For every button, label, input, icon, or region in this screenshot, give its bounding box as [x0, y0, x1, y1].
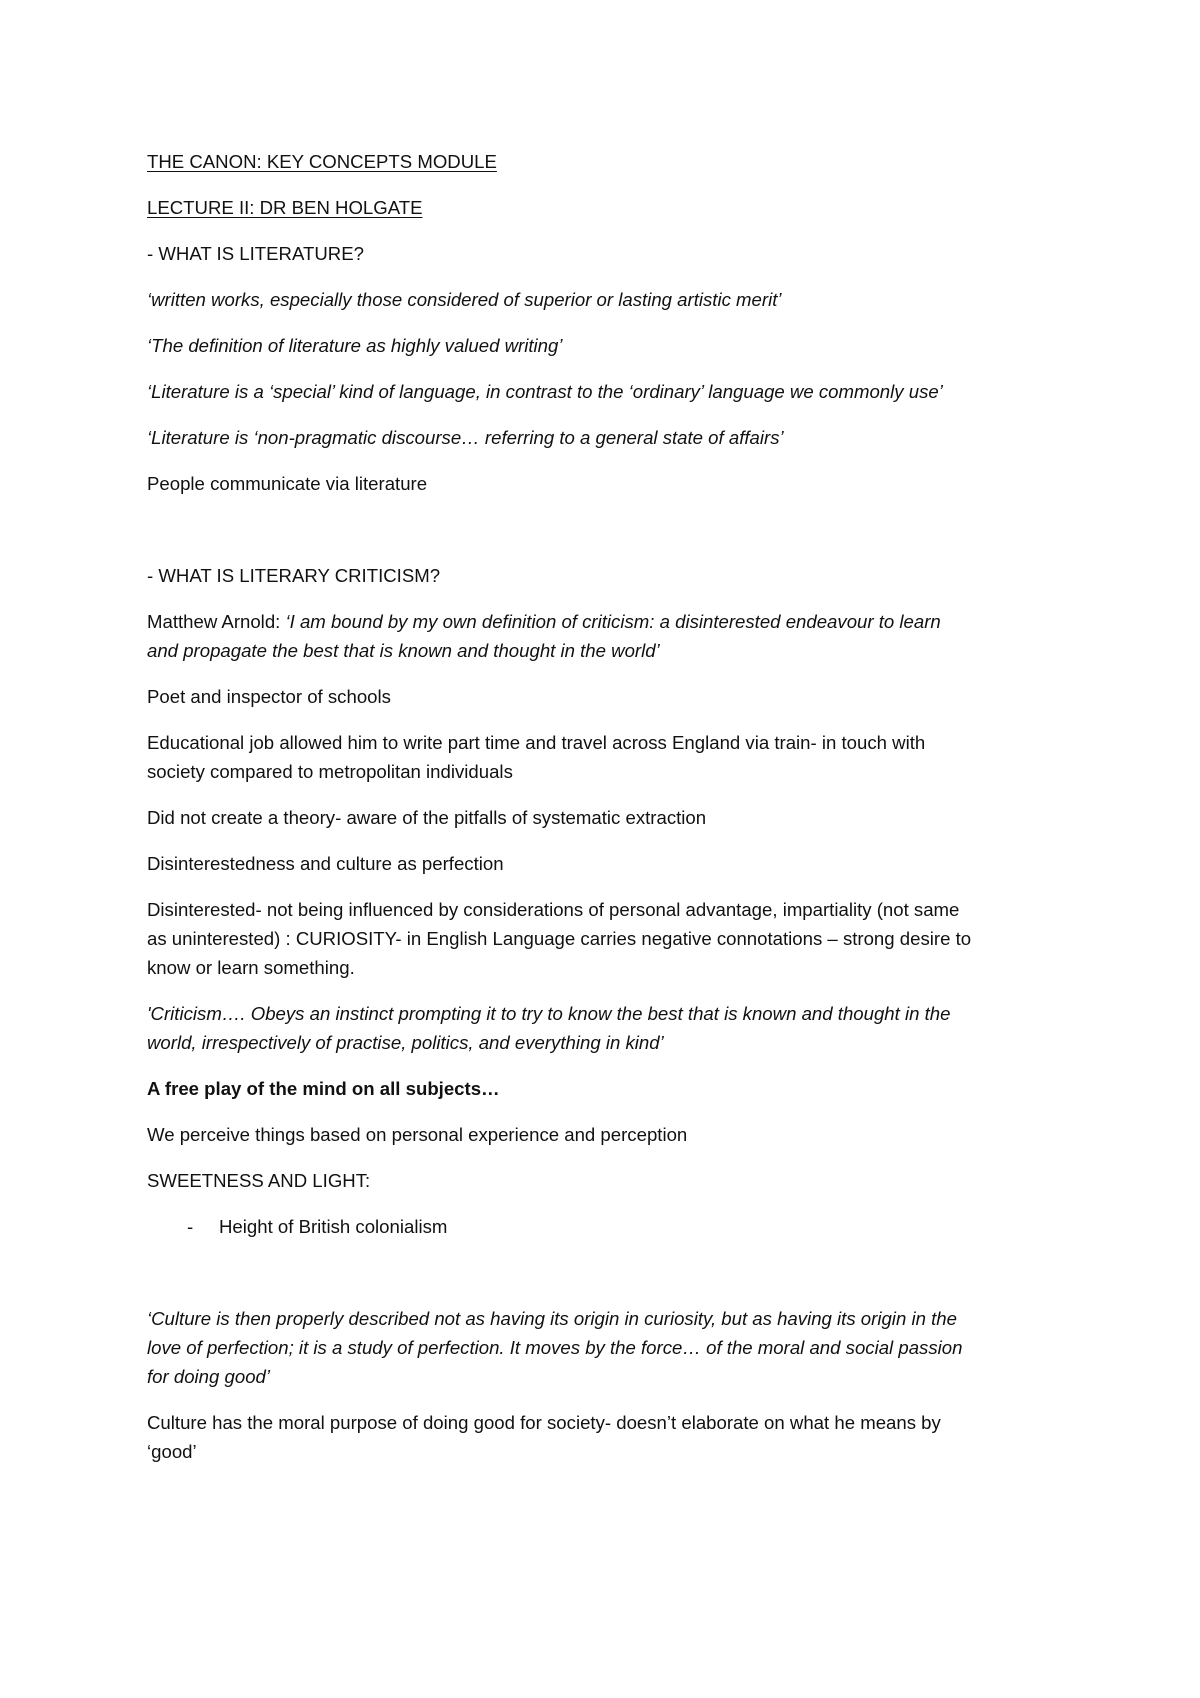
criticism-quote-2: world, irrespectively of practise, politics, and everything in kind’	[147, 1032, 664, 1053]
criticism-quote-1: 'Criticism…. Obeys an instinct prompting it to try to know the best that is known and thought in the	[147, 1003, 951, 1024]
paragraph-disinterested-1: Disinterested- not being influenced by considerations of personal advantage, impartiality (not same	[147, 899, 960, 920]
module-title: THE CANON: KEY CONCEPTS MODULE	[147, 151, 497, 172]
definition-4: ‘Literature is ‘non-pragmatic discourse… referring to a general state of affairs’	[147, 427, 784, 448]
paragraph-perceive: We perceive things based on personal experience and perception	[147, 1124, 688, 1145]
heading-sweetness-light: SWEETNESS AND LIGHT:	[147, 1170, 371, 1191]
paragraph-educational-1: Educational job allowed him to write part time and travel across England via train- in touch with	[147, 732, 926, 753]
paragraph-theory: Did not create a theory- aware of the pitfalls of systematic extraction	[147, 807, 707, 828]
definition-2: ‘The definition of literature as highly valued writing’	[147, 335, 563, 356]
paragraph-moral-1: Culture has the moral purpose of doing good for society- doesn’t elaborate on what he means by	[147, 1412, 941, 1433]
arnold-name: Matthew Arnold:	[147, 611, 286, 632]
paragraph-disinterested-2: as uninterested) : CURIOSITY- in English Language carries negative connotations – strong desire to	[147, 928, 972, 949]
paragraph-disinterested-3: know or learn something.	[147, 957, 355, 978]
paragraph-communicate: People communicate via literature	[147, 473, 428, 494]
paragraph-disinterestedness: Disinterestedness and culture as perfection	[147, 853, 504, 874]
arnold-quote-line-1	[147, 607, 941, 636]
paragraph-poet: Poet and inspector of schools	[147, 686, 391, 707]
arnold-quote-line-2: and propagate the best that is known and thought in the world’	[147, 640, 660, 661]
culture-quote-3: for doing good’	[147, 1366, 271, 1387]
question-literature: - WHAT IS LITERATURE?	[147, 243, 364, 264]
paragraph-educational-2: society compared to metropolitan individuals	[147, 761, 513, 782]
bold-free-play: A free play of the mind on all subjects…	[147, 1078, 500, 1099]
lecture-heading: LECTURE II: DR BEN HOLGATE	[147, 197, 423, 218]
paragraph-moral-2: ‘good’	[147, 1441, 197, 1462]
bullet-colonialism: Height of British colonialism	[219, 1216, 448, 1237]
definition-3: ‘Literature is a ‘special’ kind of language, in contrast to the ‘ordinary’ language we commonly use’	[147, 381, 943, 402]
arnold-quote-text: ‘I am bound by my own definition of criticism: a disinterested endeavour to learn	[285, 611, 941, 632]
question-criticism: - WHAT IS LITERARY CRITICISM?	[147, 565, 441, 586]
bullet-marker: -	[187, 1216, 194, 1237]
culture-quote-1: ‘Culture is then properly described not as having its origin in curiosity, but as having its origin in the	[147, 1308, 957, 1329]
culture-quote-2: love of perfection; it is a study of perfection. It moves by the force… of the moral and social passion	[147, 1337, 963, 1358]
definition-1: ‘written works, especially those considered of superior or lasting artistic merit’	[147, 289, 782, 310]
